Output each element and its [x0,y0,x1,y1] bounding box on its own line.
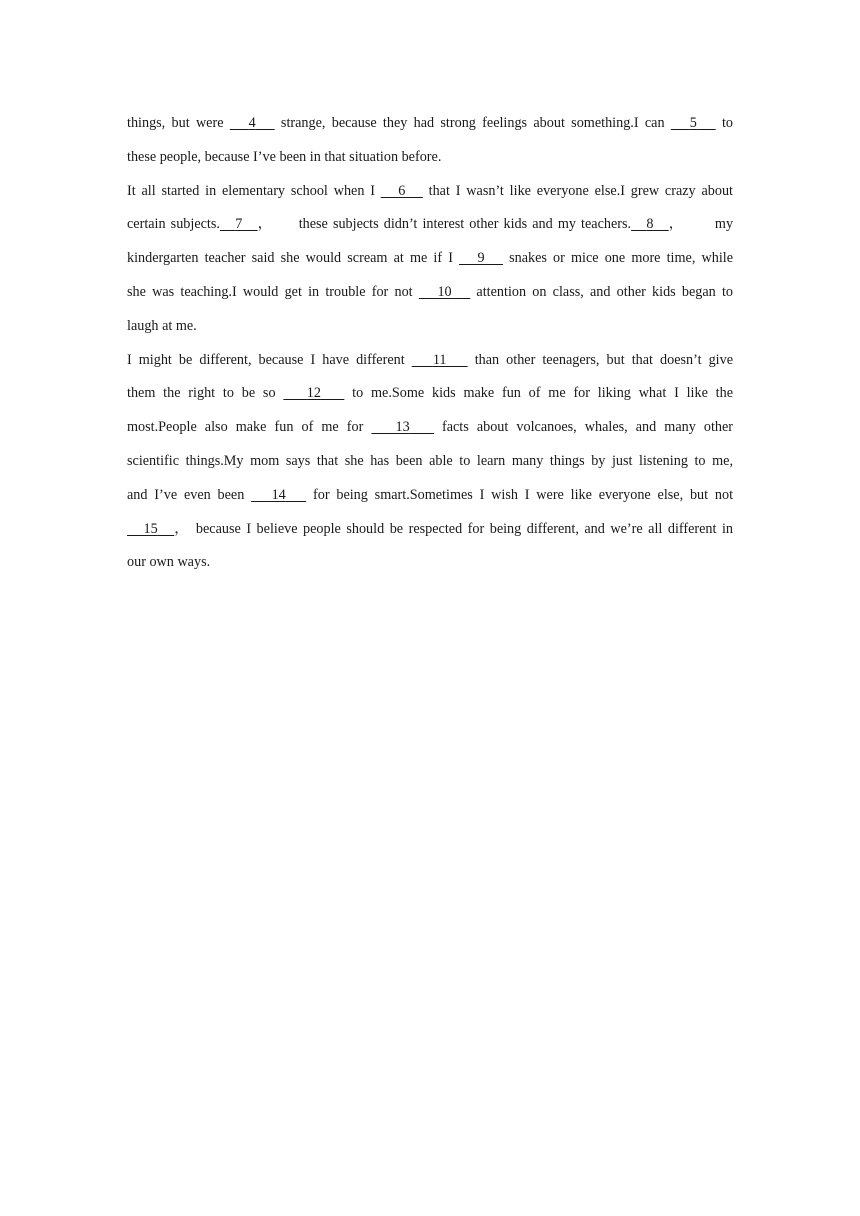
passage-line [127,411,733,445]
passage-text: to [715,115,734,131]
blank-number: 13 [395,419,410,436]
passage-text: things, but were [127,115,230,131]
passage-text: to me.Some kids make fun of me for liking what I like the [344,385,734,402]
answer-blank-12 [283,385,344,401]
blank-number: 14 [271,486,286,503]
answer-blank-8 [631,216,669,232]
passage-paragraph [127,344,733,581]
passage-text: kindergarten teacher said she would scream at me if I [127,250,460,267]
passage-line [127,513,733,547]
passage-text: for being smart.Sometimes I wish I were like everyone else, but not [306,486,734,503]
passage-line [127,310,733,344]
passage-text: laugh at me. [127,317,197,334]
passage-line [127,208,733,242]
passage-text: most.People also make fun of me for [127,419,372,436]
passage-paragraph [127,175,733,344]
answer-blank-5 [671,115,716,131]
answer-blank-13 [371,419,434,435]
passage-line [127,377,733,411]
passage-line [127,546,733,580]
passage-text: scientific things.My mom says that she has been able to learn many things by just listening to me, [127,452,733,469]
answer-blank-9 [459,250,503,266]
blank-number: 8 [646,216,654,233]
passage-line [127,276,733,310]
blank-number: 12 [306,385,321,402]
passage-text: I might be different, because I have different [127,351,412,368]
passage-text: our own ways. [127,554,211,571]
answer-blank-10 [419,284,470,300]
answer-blank-15 [127,521,174,537]
passage-text: these people, because I’ve been in that situation before. [127,148,442,165]
blank-number: 15 [143,520,158,537]
passage-text: snakes or mice one more time, while [502,250,734,267]
answer-blank-4 [230,115,275,131]
blank-number: 11 [432,351,447,368]
passage-text: ， these subjects didn’t interest other kids and my teachers. [257,216,632,233]
answer-blank-11 [412,352,468,368]
blank-number: 9 [477,250,485,267]
passage-line [127,445,733,479]
passage-line [127,344,733,378]
blank-number: 10 [437,283,452,300]
answer-blank-7 [220,216,258,232]
passage-line [127,479,733,513]
passage-text: facts about volcanoes, whales, and many other [433,419,734,436]
passage-body [127,107,733,580]
passage-text: strange, because they had strong feelings about something.I can [274,115,671,131]
passage-text: that I wasn’t like everyone else.I grew crazy about [422,182,733,199]
passage-text: attention on class, and other kids began to [470,283,734,300]
passage-text: ， because I believe people should be respected for being different, and we’re all different in [174,520,733,537]
answer-blank-6 [381,183,423,199]
passage-text: It all started in elementary school when I [127,182,381,199]
passage-text: them the right to be so [127,385,284,402]
passage-line [127,107,733,141]
passage-text: ， my [668,216,734,233]
answer-blank-14 [251,487,306,503]
passage-text: than other teenagers, but that doesn’t give [467,351,734,368]
passage-paragraph [127,107,733,175]
passage-line [127,175,733,209]
passage-text: certain subjects. [127,216,220,233]
passage-line [127,242,733,276]
blank-number: 7 [235,216,243,233]
passage-line [127,141,733,175]
blank-number: 6 [398,182,406,199]
passage-text: and I’ve even been [127,486,252,503]
blank-number: 5 [689,115,697,131]
blank-number: 4 [248,115,256,131]
passage-text: she was teaching.I would get in trouble for not [127,283,419,300]
